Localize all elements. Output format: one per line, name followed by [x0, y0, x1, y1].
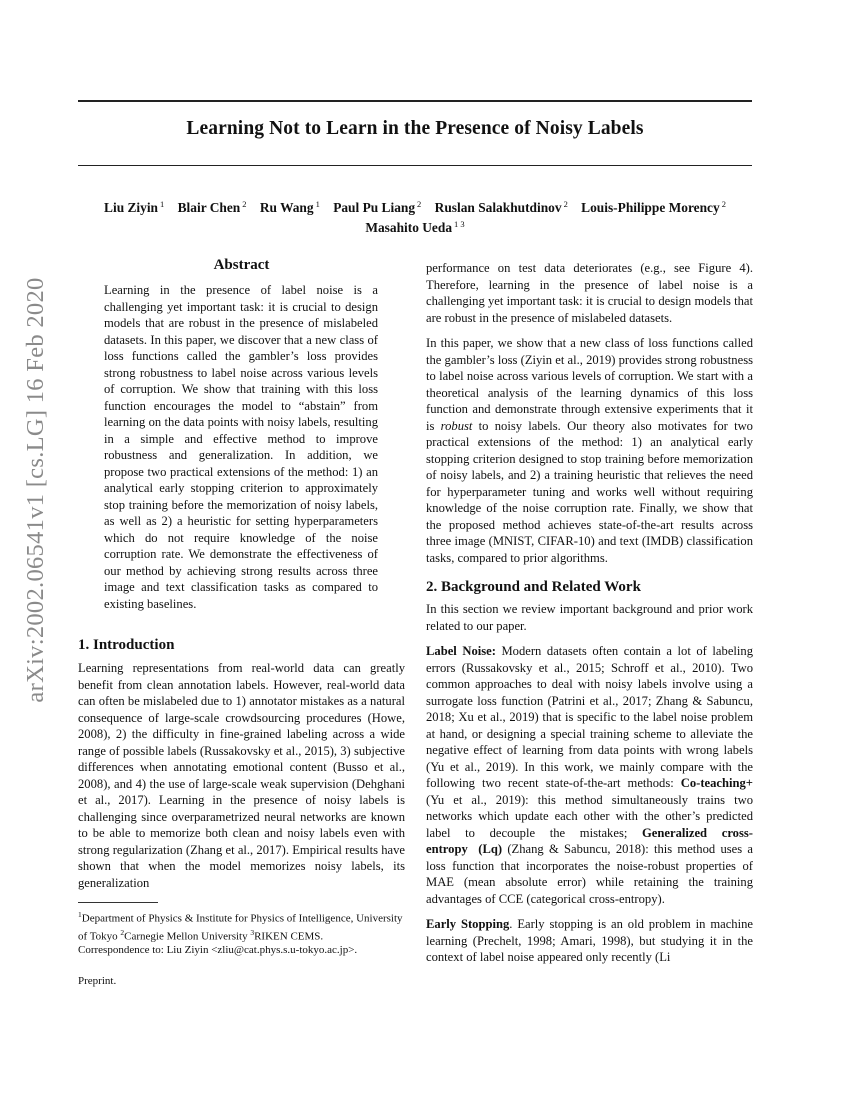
arxiv-identifier: arXiv:2002.06541v1 [cs.LG] 16 Feb 2020	[22, 277, 49, 703]
intro-paragraph-2: In this paper, we show that a new class of loss functions called the gambler’s loss (Ziyin et al., 2019) provides strong robustness to label noise across various levels of corruption. We start with a theoretical analysis of the learning dynamics of this loss function and demonstrate through extensive experiments that it is robust to noisy labels. Our theory also motivates for two practical extensions of the method: 1) an analytical early stopping criterion designed to stop training before memorization of noisy labels, and 2) a training heuristic that relieves the need for hyperparameter tuning and works well without requiring knowledge of the noise corruption rate. Finally, we show that the proposed method achieves state-of-the-art results across three image (MNIST, CIFAR-10) and text (IMDB) classification tasks, compared to prior algorithms.	[426, 336, 753, 565]
author: Masahito Ueda $^{1 3}$	[365, 219, 465, 235]
label-noise-paragraph: Label Noise: Modern datasets often contain a lot of labeling errors (Russakovsky et al., 2015; Schroff et al., 2010). Two common approaches to deal with noisy labels involve using a surrogate loss function (Patrini et al., 2017; Zhang & Sabuncu, 2018; Xu et al., 2019) that is specific to the label noise problem at hand, or designing a special training scheme to alleviate the negative effect of learning from data points with wrong labels (Yu et al., 2019). In this work, we mainly compare with the following two recent state-of-the-art methods: Co-teaching+ (Yu et al., 2019): this method simultaneously trains two networks which update each other with the other’s predicted label to decouple the mistakes; Generalized cross-entropy (Lq) (Zhang & Sabuncu, 2018): this method uses a loss function that incorporates the noise-robust properties of MAE (mean absolute error) while retaining the training advantages of CCE (categorical cross-entropy).	[426, 644, 754, 906]
author: Blair Chen $^2$	[177, 199, 247, 215]
author-list	[78, 196, 752, 236]
author: Ruslan Salakhutdinov $^2$	[434, 199, 568, 215]
preprint-label: Preprint.	[78, 975, 117, 988]
title-bottom-rule	[78, 165, 752, 166]
background-heading: 2. Background and Related Work	[426, 579, 641, 595]
author: Ru Wang $^1$	[259, 199, 320, 215]
arxiv-sidebar	[14, 277, 58, 703]
intro-continuation: performance on test data deteriorates (e.g., see Figure 4). Therefore, learning in the presence of label noise is a challenging yet important task: it is crucial to design models that are robust in the presence of mislabeled datasets.	[426, 261, 753, 325]
author: Paul Pu Liang $^2$	[333, 199, 422, 215]
right-column	[426, 260, 753, 966]
footnote: $^1$Department of Physics & Institute for Physics of Intelligence, University of Tokyo $^2$Carnegie Mellon University $^3$RIKEN CEMS. Correspondence to: Liu Ziyin <zliu@cat.phys.s.u-tokyo.ac.jp>.	[78, 910, 403, 957]
author: Liu Ziyin $^1$	[104, 199, 165, 215]
introduction-heading: 1. Introduction	[78, 637, 175, 653]
abstract-heading: Abstract	[213, 257, 270, 273]
title-top-rule	[78, 100, 752, 102]
background-intro: In this section we review important background and prior work related to our paper.	[426, 602, 753, 633]
abstract-text: Learning in the presence of label noise is a challenging yet important task: it is crucial to design models that are robust in the presence of mislabeled datasets. In this paper, we discover that a new class of loss functions called the gambler’s loss provides strong robustness to label noise across various levels of corruption. We show that training with this loss function encourages the model to “abstain” from learning on the data points with noisy labels, resulting in a simple and effective method to improve robustness and generalization. In addition, we propose two practical extensions of the method: 1) an analytical early stopping criterion to approximately stop training before the memorization of noisy labels, as well as 2) a heuristic for setting hyperparameters which do not require knowledge of the noise corruption rate. We demonstrate the effectiveness of our method by achieving strong results across three image and text classification tasks as compared to existing baselines.	[104, 283, 378, 611]
introduction-text: Learning representations from real-world data can greatly benefit from clean annotation labels. However, real-world data can often be mislabeled due to 1) annotator mistakes as a natural consequence of large-scale crowdsourcing procedures (Howe, 2008), 2) the difficulty in fine-grained labeling across a wide range of possible labels (Russakovsky et al., 2015), 3) subjective differences when annotating emotional content (Busso et al., 2008), and 4) the use of large-scale weak supervision (Dehghani et al., 2017). Learning in the presence of noisy labels is challenging since overparametrized neural networks are known to be able to memorize both clean and noisy labels even with strong regularization (Zhang et al., 2017). Empirical results have shown that when the model memorizes noisy labels, its generalization	[78, 661, 405, 890]
left-column	[78, 256, 405, 987]
footnote-rule	[78, 902, 158, 903]
early-stopping-paragraph: Early Stopping. Early stopping is an old problem in machine learning (Prechelt, 1998; Amari, 1998), but studying it in the context of label noise appeared only recently (Li	[426, 917, 753, 964]
paper-title: Learning Not to Learn in the Presence of Noisy Labels	[186, 118, 644, 139]
author: Louis-Philippe Morency $^2$	[581, 199, 726, 215]
correspondence: Correspondence to: Liu Ziyin <zliu@cat.phys.s.u-tokyo.ac.jp>.	[78, 944, 358, 957]
